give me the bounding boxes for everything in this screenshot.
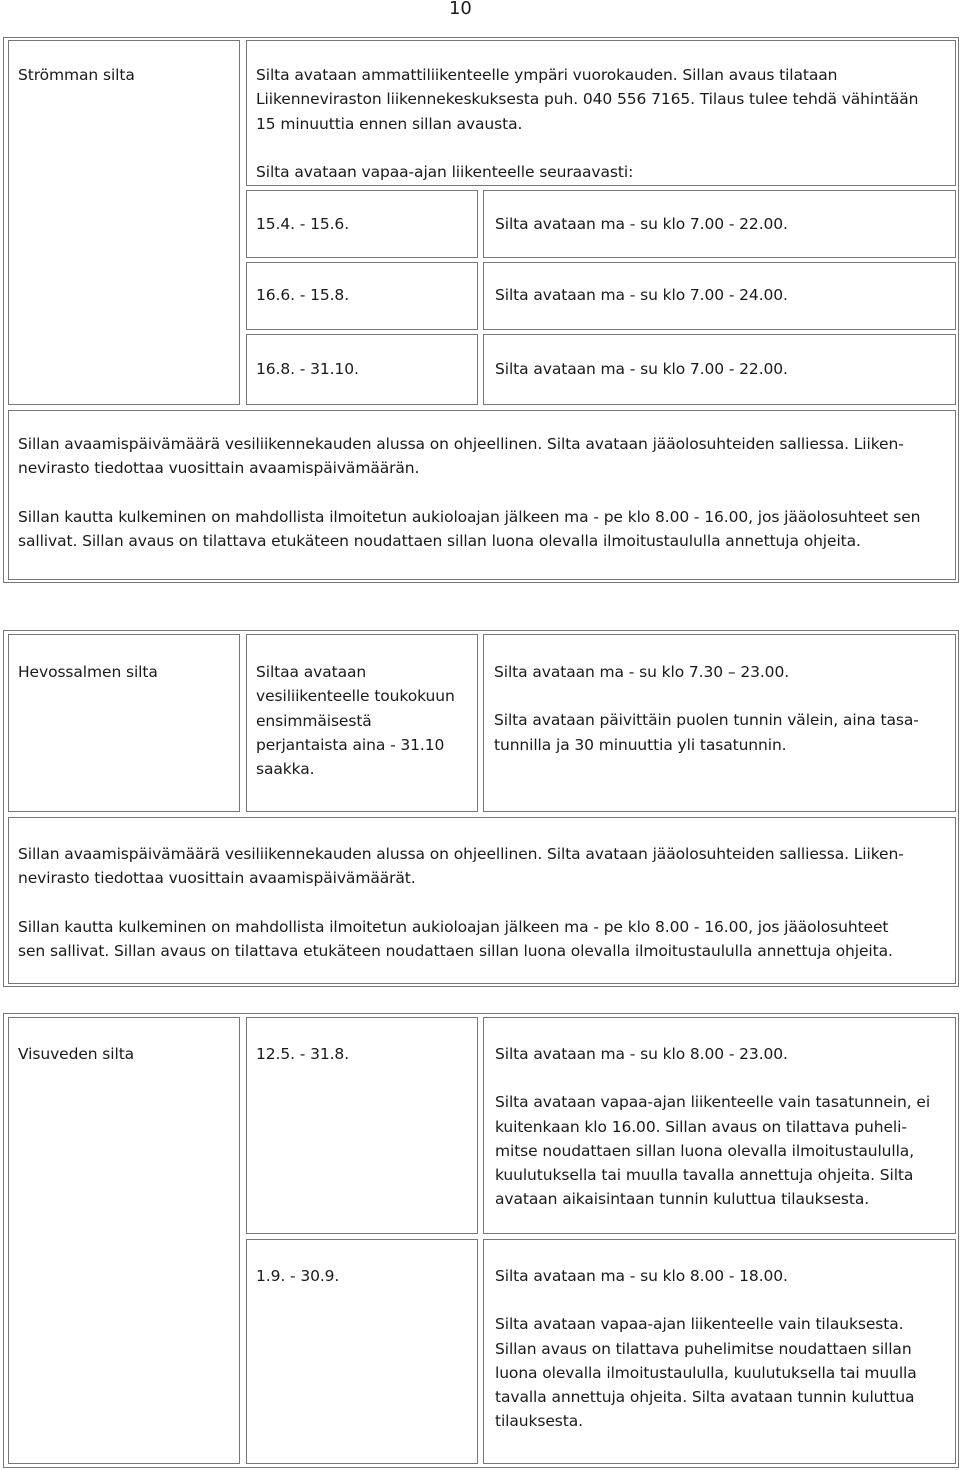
visuvesi-name-cell [8, 1017, 240, 1464]
visuvesi-period-2-details-line-2: Sillan avaus on tilattava puhelimitse noudattaen sillan [495, 1339, 912, 1358]
stromman-note-2-line-1: Sillan kautta kulkeminen on mahdollista ilmoitetun aukioloajan jälkeen ma - pe klo 8.00 - 16.00, jos jääolosuhteet sen [18, 507, 921, 526]
visuvesi-period-1-details-line-1: Silta avataan vapaa-ajan liikenteelle vain tasatunnein, ei [495, 1093, 931, 1112]
visuvesi-period-1-dates: 12.5. - 31.8. [256, 1045, 350, 1063]
visuvesi-period-2-details-line-1: Silta avataan vapaa-ajan liikenteelle vain tilauksesta. [495, 1315, 904, 1334]
visuvesi-period-1-details-line-2: kuitenkaan klo 16.00. Sillan avaus on tilattava puheli- [495, 1117, 907, 1136]
stromman-intro-line-3: 15 minuuttia ennen sillan avausta. [256, 114, 523, 133]
visuvesi-period-1-details-line-3: mitse noudattaen sillan luona olevalla ilmoitustaululla, [495, 1141, 915, 1160]
stromman-period-1-dates: 15.4. - 15.6. [256, 215, 350, 233]
stromman-intro [256, 63, 918, 184]
hevossalmi-season-line-2: vesiliikenteelle toukokuun [256, 687, 455, 706]
visuvesi-period-2-dates: 1.9. - 30.9. [256, 1267, 340, 1285]
stromman-period-3-dates: 16.8. - 31.10. [256, 360, 359, 378]
visuvesi-period-2-hours: Silta avataan ma - su klo 8.00 - 18.00. [495, 1267, 788, 1285]
stromman-intro-line-2: Liikenneviraston liikennekeskuksesta puh. 040 556 7165. Tilaus tulee tehdä vähintään [256, 90, 919, 109]
visuvesi-period-1-details-line-4: kuulutuksella tai muulla tavalla annettuja ohjeita. Silta [495, 1166, 914, 1185]
stromman-notes [18, 432, 920, 553]
stromman-note-1-line-1: Sillan avaamispäivämäärä vesiliikennekauden alussa on ohjeellinen. Silta avataan jääolosuhteiden salliessa. Liiken- [18, 435, 904, 453]
hevossalmi-season [256, 660, 455, 781]
stromman-period-1-hours: Silta avataan ma - su klo 7.00 - 22.00. [495, 215, 788, 233]
hevossalmi-season-line-3: ensimmäisestä [256, 711, 372, 730]
visuvesi-period-1-details-line-5: avataan aikaisintaan tunnin kuluttua tilauksesta. [495, 1190, 870, 1209]
stromman-period-2-hours: Silta avataan ma - su klo 7.00 - 24.00. [495, 286, 788, 304]
hevossalmi-notes [18, 842, 904, 963]
page-number: 10 [449, 0, 472, 19]
stromman-bridge-name: Strömman silta [18, 66, 135, 84]
hevossalmi-details-line-2: tunnilla ja 30 minuuttia yli tasatunnin. [494, 735, 787, 754]
visuvesi-period-2-schedule [495, 1264, 917, 1434]
hevossalmi-season-line-4: perjantaista aina - 31.10 [256, 735, 445, 754]
hevossalmi-note-1-line-1: Sillan avaamispäivämäärä vesiliikennekauden alussa on ohjeellinen. Silta avataan jääolosuhteiden salliessa. Liiken- [18, 845, 904, 863]
stromman-period-2-dates: 16.6. - 15.8. [256, 286, 350, 304]
stromman-note-2-line-2: sallivat. Sillan avaus on tilattava etukäteen noudattaen sillan luona olevalla ilmoitustaululla annettuja ohjeita. [18, 531, 861, 550]
stromman-intro-line-1: Silta avataan ammattiliikenteelle ympäri vuorokauden. Sillan avaus tilataan [256, 66, 838, 84]
hevossalmi-note-2-line-2: sen sallivat. Sillan avaus on tilattava etukäteen noudattaen sillan luona olevalla ilmoitustaululla annettuja ohjeita. [18, 941, 893, 960]
stromman-name-cell [8, 40, 240, 405]
hevossalmi-schedule [494, 660, 919, 757]
hevossalmi-hours: Silta avataan ma - su klo 7.30 – 23.00. [494, 663, 790, 681]
stromman-note-1-line-2: nevirasto tiedottaa vuosittain avaamispäivämäärän. [18, 459, 420, 478]
hevossalmi-note-1-line-2: nevirasto tiedottaa vuosittain avaamispäivämäärät. [18, 869, 416, 888]
hevossalmi-note-2-line-1: Sillan kautta kulkeminen on mahdollista ilmoitetun aukioloajan jälkeen ma - pe klo 8.00 - 16.00, jos jääolosuhteet [18, 917, 889, 936]
hevossalmi-bridge-name: Hevossalmen silta [18, 663, 158, 681]
visuvesi-period-2-details-line-5: tilauksesta. [495, 1412, 583, 1431]
visuvesi-period-1-schedule [495, 1042, 930, 1212]
stromman-schedule-heading: Silta avataan vapaa-ajan liikenteelle seuraavasti: [256, 162, 634, 181]
hevossalmi-season-line-1: Siltaa avataan [256, 663, 367, 681]
hevossalmi-details-line-1: Silta avataan päivittäin puolen tunnin välein, aina tasa- [494, 711, 919, 730]
visuvesi-period-2-details-line-4: tavalla annettuja ohjeita. Silta avataan tunnin kuluttua [495, 1388, 915, 1407]
visuvesi-period-1-hours: Silta avataan ma - su klo 8.00 - 23.00. [495, 1045, 788, 1063]
visuvesi-bridge-name: Visuveden silta [18, 1045, 135, 1063]
visuvesi-period-2-details-line-3: luona olevalla ilmoitustaululla, kuulutuksella tai muulla [495, 1363, 917, 1382]
hevossalmi-season-line-5: saakka. [256, 760, 315, 779]
stromman-period-3-hours: Silta avataan ma - su klo 7.00 - 22.00. [495, 360, 788, 378]
